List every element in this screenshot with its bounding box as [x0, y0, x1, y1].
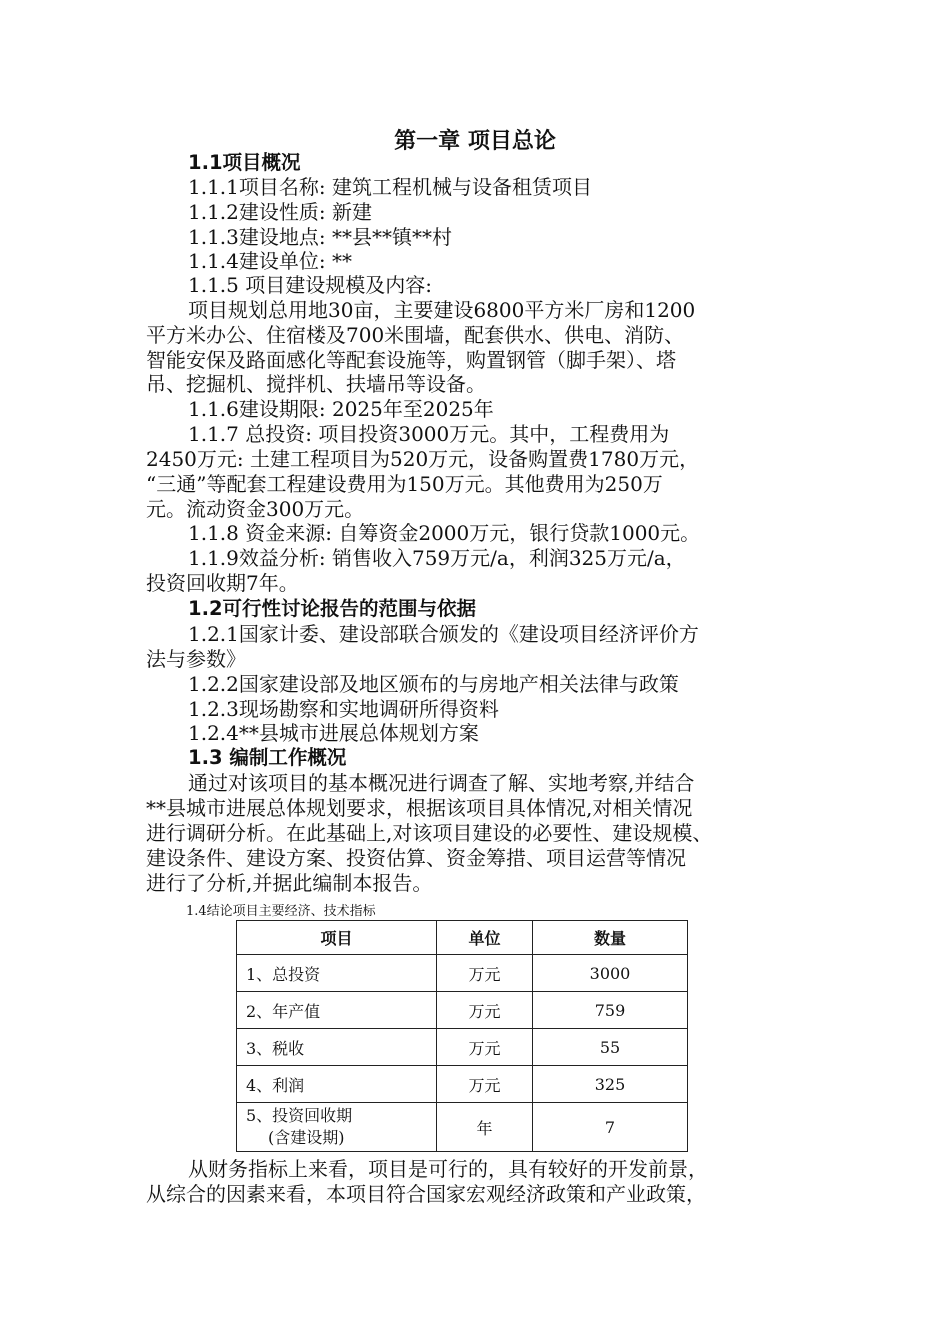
cell-unit: 万元 [437, 992, 533, 1029]
text-line: 1.2.3现场勘察和实地调研所得资料 [188, 697, 499, 721]
cell-item-line2: (含建设期) [268, 1128, 345, 1147]
paragraph-line: 进行了分析,并据此编制本报告。 [146, 871, 433, 895]
text-line: 1.1.4建设单位: ** [188, 249, 352, 273]
paragraph-line: 1.1.9效益分析: 销售收入759万元/a，利润325万元/a， [188, 546, 686, 570]
paragraph-line: 建设条件、建设方案、投资估算、资金筹措、项目运营等情况 [146, 846, 686, 870]
cell-item: 4、利润 [237, 1066, 437, 1103]
paragraph-line: 2450万元: 土建工程项目为520万元，设备购置费1780万元， [146, 447, 700, 471]
cell-item: 1、总投资 [237, 955, 437, 992]
cell-value: 7 [533, 1103, 688, 1152]
section-heading: 1.1项目概况 [188, 151, 301, 174]
cell-item-line1: 5、投资回收期 [246, 1106, 353, 1125]
table-row [237, 1029, 688, 1066]
cell-unit: 万元 [437, 955, 533, 992]
cell-value: 3000 [533, 955, 688, 992]
paragraph-line: 从财务指标上来看，项目是可行的，具有较好的开发前景， [188, 1157, 708, 1181]
text-line: 1.1.1项目名称: 建筑工程机械与设备租赁项目 [188, 175, 592, 199]
table-row [237, 955, 688, 992]
paragraph-line: 元。流动资金300万元。 [146, 497, 365, 521]
cell-item: 3、税收 [237, 1029, 437, 1066]
header-quantity: 数量 [533, 921, 688, 955]
text-line: 1.2.4**县城市进展总体规划方案 [188, 721, 479, 745]
cell-value: 759 [533, 992, 688, 1029]
indicators-table [236, 920, 688, 1152]
text-line: 1.1.2建设性质: 新建 [188, 200, 372, 224]
paragraph-line: 平方米办公、住宿楼及700米围墙，配套供水、供电、消防、 [146, 323, 685, 347]
cell-item: 2、年产值 [237, 992, 437, 1029]
section-heading: 1.2可行性讨论报告的范围与依据 [188, 597, 477, 620]
cell-value: 55 [533, 1029, 688, 1066]
paragraph-line: 智能安保及路面感化等配套设施等，购置钢管（脚手架）、塔 [146, 348, 676, 372]
text-line: 1.1.6建设期限: 2025年至2025年 [188, 397, 494, 421]
table-row [237, 1103, 688, 1152]
paragraph-line: “三通”等配套工程建设费用为150万元。其他费用为250万 [146, 472, 663, 496]
cell-value: 325 [533, 1066, 688, 1103]
table-row [237, 992, 688, 1029]
paragraph-line: 1.1.7 总投资: 项目投资3000万元。其中，工程费用为 [188, 422, 670, 446]
paragraph-line: 吊、挖掘机、搅拌机、扶墙吊等设备。 [146, 372, 486, 396]
cell-unit: 年 [437, 1103, 533, 1152]
header-item: 项目 [237, 921, 437, 955]
header-unit: 单位 [437, 921, 533, 955]
paragraph-line: **县城市进展总体规划要求，根据该项目具体情况,对相关情况 [146, 796, 693, 820]
table-caption: 1.4结论项目主要经济、技术指标 [186, 904, 376, 919]
cell-unit: 万元 [437, 1066, 533, 1103]
paragraph-line: 进行调研分析。在此基础上,对该项目建设的必要性、建设规模、 [146, 821, 713, 845]
cell-item [237, 1103, 437, 1152]
paragraph-line: 通过对该项目的基本概况进行调查了解、实地考察,并结合 [188, 771, 695, 795]
table-row [237, 1066, 688, 1103]
cell-unit: 万元 [437, 1029, 533, 1066]
section-heading: 1.3 编制工作概况 [188, 746, 347, 769]
paragraph-line: 法与参数》 [146, 647, 246, 671]
text-line: 1.1.8 资金来源: 自筹资金2000万元，银行贷款1000元。 [188, 521, 701, 545]
text-line: 1.1.3建设地点: **县**镇**村 [188, 225, 452, 249]
paragraph-line: 项目规划总用地30亩，主要建设6800平方米厂房和1200 [188, 298, 696, 322]
paragraph-line: 从综合的因素来看，本项目符合国家宏观经济政策和产业政策， [146, 1182, 706, 1206]
paragraph-line: 投资回收期7年。 [146, 571, 299, 595]
text-line: 1.2.2国家建设部及地区颁布的与房地产相关法律与政策 [188, 672, 679, 696]
text-line: 1.1.5 项目建设规模及内容: [188, 273, 432, 297]
paragraph-line: 1.2.1国家计委、建设部联合颁发的《建设项目经济评价方 [188, 622, 699, 646]
table-header-row [237, 921, 688, 955]
chapter-title: 第一章 项目总论 [394, 129, 556, 154]
